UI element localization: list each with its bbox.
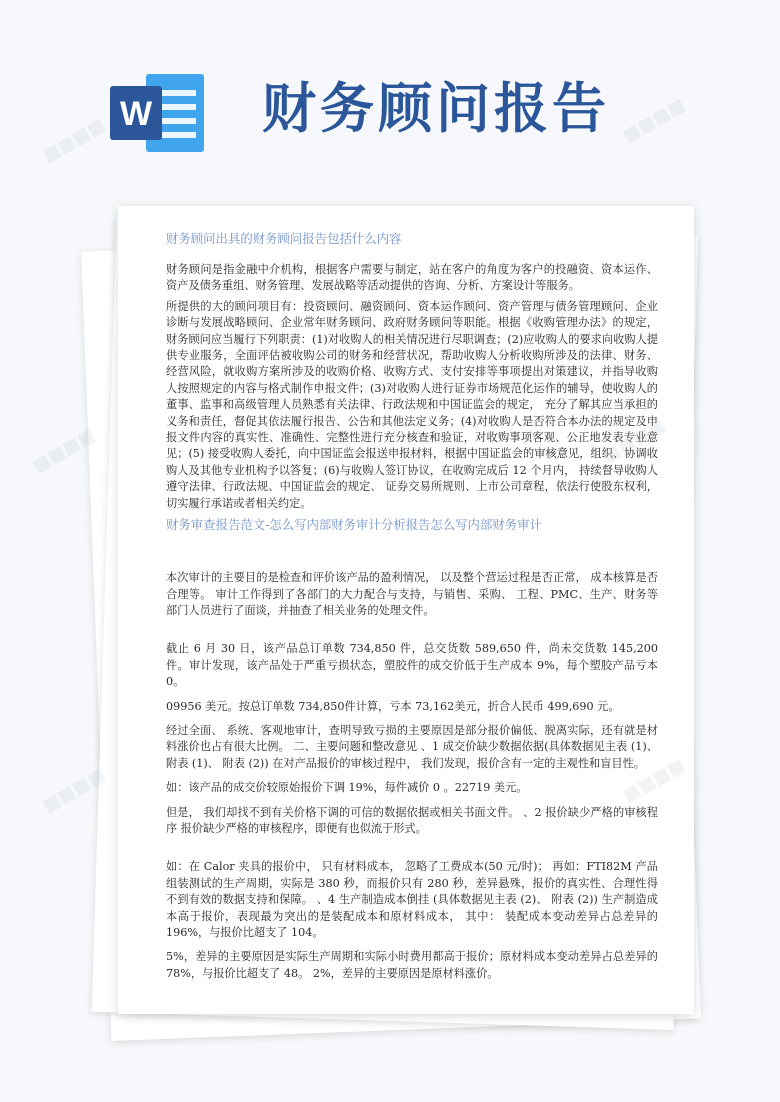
document-content (166, 230, 658, 986)
header-banner (0, 0, 780, 190)
paragraph-7: 如：该产品的成交价较原始报价下调 19%，每件减价 0 。22719 美元。 (166, 781, 528, 795)
section-heading-1: 财务顾问出具的财务顾问报告包括什么内容 (166, 231, 402, 246)
word-document-icon (108, 70, 208, 156)
paragraph-5: 09956 美元。按总订单数 734,850件计算，亏本 73,162美元，折合人民币 499,690 元。 (166, 699, 620, 713)
paragraph-9: 如：在 Calor 夹具的报价中， 只有材料成本， 忽略了工费成本(50 元/时)； 再如：FTI82M 产品组装测试的生产周期，实际是 380 秒，而报价只有 280 秒，差异悬殊，报价的真实性、合理性得不到有效的数据支持和保障。 、4 生产制造成本倒挂 (具体数据见主表 (2)、 附表 (2)) 生产制造成本高于报价，表现最为突出的是装配成本和原材料成本， 其中： 装配成本变动差异占总差异的 196%，与报价比超支了 104。 (166, 860, 658, 939)
paragraph-4: 截止 6 月 30 日，该产品总订单数 734,850 件，总交货数 589,650 件，尚未交货数 145,200 件。审计发现，该产品处于严重亏损状态，塑胶件的成交价低于生产成本 9%，每个塑胶产品亏本 0。 (166, 642, 658, 689)
watermark: ■■■■ (39, 764, 109, 817)
watermark: ■■■■ (39, 114, 109, 167)
word-icon-letter: W (119, 95, 153, 133)
document-page (118, 206, 694, 1014)
paragraph-8: 但是， 我们却找不到有关价格下调的可信的数据依据或相关书面文件。 、2 报价缺少严格的审核程序 报价缺少严格的审核程序，即便有也似流于形式。 (166, 805, 658, 835)
paragraph-2: 所提供的大的顾问项目有：投资顾问、融资顾问、资本运作顾问、资产管理与债务管理顾问、企业诊断与发展战略顾问、企业常年财务顾问、政府财务顾问等职能。根据《收购管理办法》的规定，财务顾问应当履行下列职责：(1)对收购人的相关情况进行尽职调查；(2)应收购人的要求向收购人提供专业服务，全面评估被收购公司的财务和经营状况，帮助收购人分析收购所涉及的法律、财务、经营风险，就收购方案所涉及的收购价格、收购方式、支付安排等事项提出对策建议，并指导收购人按照规定的内容与格式制作申报文件；(3)对收购人进行证券市场规范化运作的辅导，使收购人的董事、监事和高级管理人员熟悉有关法律、行政法规和中国证监会的规定， 充分了解其应当承担的义务和责任，督促其依法履行报告、公告和其他法定义务；(4)对收购人是否符合本办法的规定及申报文件内容的真实性、准确性、完整性进行充分核查和验证，对收购事项客观、公正地发表专业意见；(5) 接受收购人委托，向中国证监会报送申报材料，根据中国证监会的审核意见，组织、协调收购人及其他专业机构予以答复；(6)与收购人签订协议，在收购完成后 12 个月内， 持续督导收购人遵守法律、行政法规、中国证监会的规定、 证券交易所规则、上市公司章程，依法行使股东权利，切实履行承诺或者相关约定。 (166, 299, 658, 510)
section-heading-2: 财务审查报告范文-怎么写内部财务审计分析报告怎么写内部财务审计 (166, 517, 542, 533)
paragraph-3: 本次审计的主要目的是检查和评价该产品的盈利情况， 以及整个营运过程是否正常， 成本核算是否合理等。 审计工作得到了各部门的大力配合与支持，与销售、采购、 工程、PMC、生产、财务等部门人员进行了面谈，并抽查了相关业务的处理文件。 (166, 571, 658, 617)
paragraph-1: 财务顾问是指金融中介机构，根据客户需要与制定，站在客户的角度为客户的投融资、资本运作、资产及债务重组、财务管理、发展战略等活动提供的咨询、分析、方案设计等服务。 (166, 263, 658, 293)
paragraph-6: 经过全面、 系统、客观地审计，查明导致亏损的主要原因是部分报价偏低、脱离实际，还有就是材料涨价也占有很大比例。 二、主要问题和整改意见 、1 成交价缺少数据依据(具体数据见主表 (1)、 附表 (1)、 附表 (2)) 在对产品报价的审核过程中， 我们发现，报价含有一定的主观性和盲目性。 (166, 723, 658, 770)
page-title: 财务顾问报告 (262, 77, 610, 140)
paragraph-10: 5%，差异的主要原因是实际生产周期和实际小时费用都高于报价；原材料成本变动差异占总差异的 78%，与报价比超支了 48。 2%，差异的主要原因是原材料涨价。 (166, 950, 658, 980)
watermark: ■■■■ (619, 94, 689, 147)
watermark: ■■■■ (29, 424, 99, 477)
